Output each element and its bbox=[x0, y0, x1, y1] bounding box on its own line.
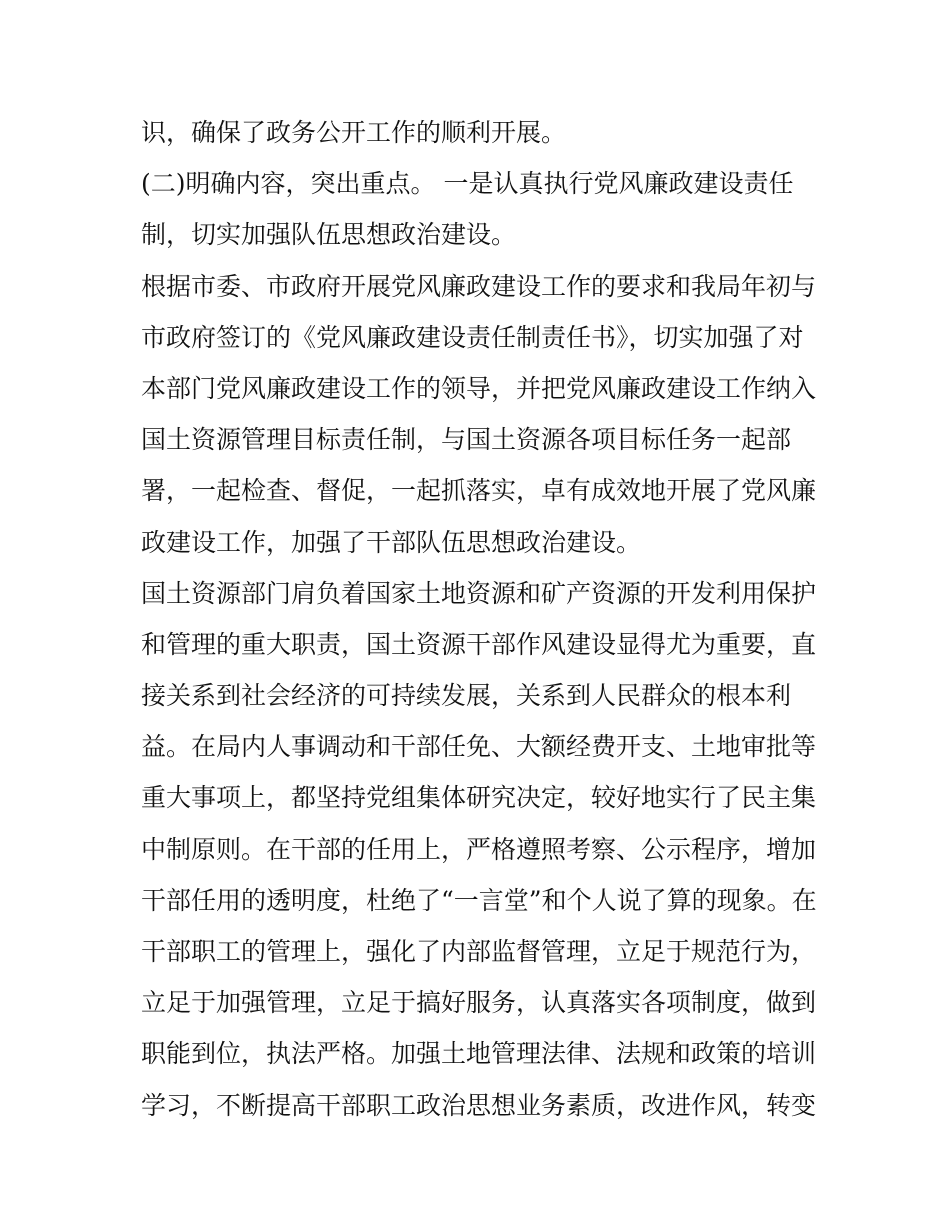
body-text bbox=[141, 107, 821, 1131]
text-line: 重大事项上，都坚持党组集体研究决定，较好地实行了民主集 bbox=[141, 783, 817, 813]
text-line: 干部职工的管理上，强化了内部监督管理，立足于规范行为， bbox=[141, 937, 817, 966]
text-line: 职能到位，执法严格。加强土地管理法律、法规和政策的培训 bbox=[141, 1039, 817, 1069]
text-line: 根据市委、市政府开展党风廉政建设工作的要求和我局年初与 bbox=[141, 271, 817, 301]
text-line: 益。在局内人事调动和干部任免、大额经费开支、土地审批等 bbox=[141, 732, 817, 762]
text-line: 署，一起检查、督促，一起抓落实，卓有成效地开展了党风廉 bbox=[141, 476, 817, 506]
text-line: 和管理的重大职责，国土资源干部作风建设显得尤为重要，直 bbox=[141, 629, 817, 659]
text-line: 国土资源部门肩负着国家土地资源和矿产资源的开发利用保护 bbox=[141, 578, 817, 608]
text-line: 识，确保了政务公开工作的顺利开展。 bbox=[141, 118, 567, 147]
text-line: 市政府签订的《党风廉政建设责任制责任书》，切实加强了对 bbox=[141, 322, 804, 352]
text-line: 立足于加强管理，立足于搞好服务，认真落实各项制度，做到 bbox=[141, 988, 817, 1018]
text-line: 学习，不断提高干部职工政治思想业务素质，改进作风，转变 bbox=[141, 1090, 817, 1120]
text-line: 中制原则。在干部的任用上，严格遵照考察、公示程序，增加 bbox=[141, 834, 817, 864]
text-line: (二)明确内容，突出重点。 一是认真执行党风廉政建设责任 bbox=[141, 169, 794, 199]
text-line: 制，切实加强队伍思想政治建设。 bbox=[141, 220, 517, 250]
text-line: 本部门党风廉政建设工作的领导，并把党风廉政建设工作纳入 bbox=[141, 373, 817, 403]
text-line: 接关系到社会经济的可持续发展，关系到人民群众的根本利 bbox=[141, 681, 792, 711]
text-line: 国土资源管理目标责任制，与国土资源各项目标任务一起部 bbox=[141, 425, 792, 455]
text-line: 干部任用的透明度，杜绝了“一言堂”和个人说了算的现象。在 bbox=[141, 885, 817, 915]
text-line: 政建设工作，加强了干部队伍思想政治建设。 bbox=[141, 527, 642, 557]
